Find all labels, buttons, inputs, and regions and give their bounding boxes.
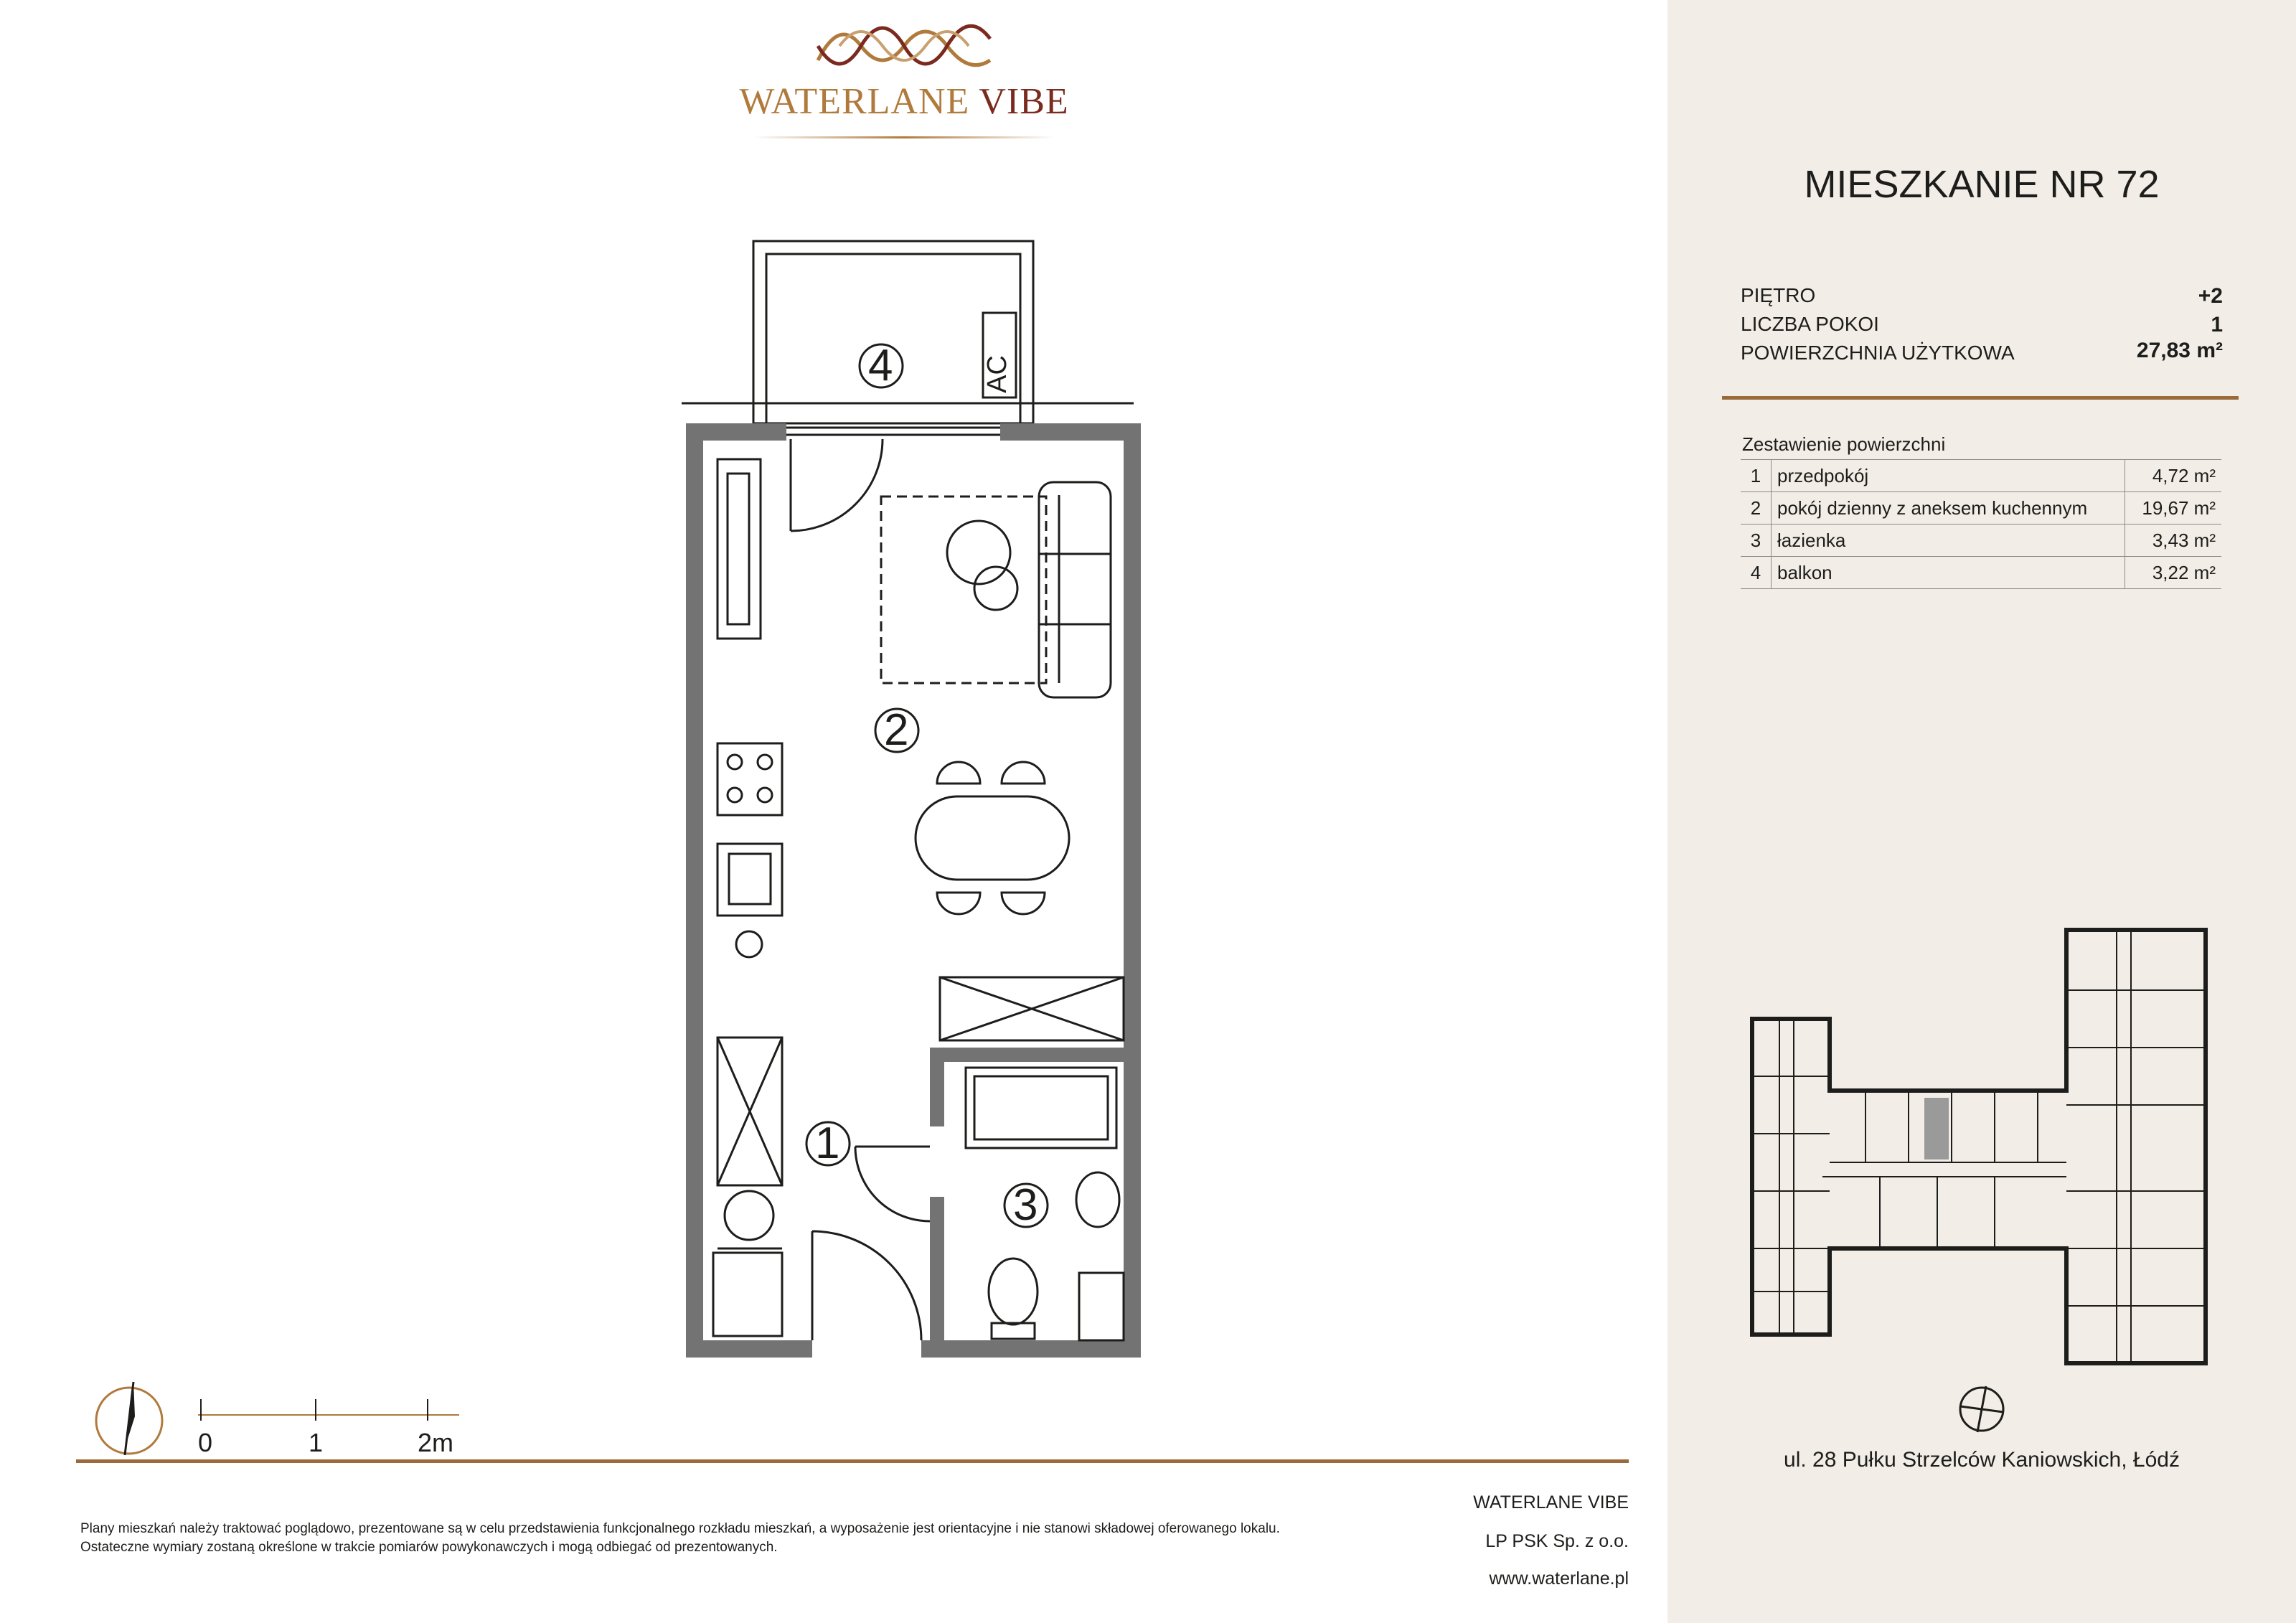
areas-heading: Zestawienie powierzchni: [1742, 433, 1946, 455]
table-row: [1741, 492, 2221, 524]
logo-underline: [753, 136, 1055, 138]
north-compass-icon: [90, 1376, 177, 1462]
building-key-plan: [1729, 926, 2217, 1370]
brand-logo-text: [739, 80, 1069, 123]
footer-divider: [76, 1459, 1629, 1463]
room-number-4: 4: [868, 341, 893, 390]
area-value: 3,43 m²: [2125, 524, 2222, 557]
disclaimer-line-2: Ostateczne wymiary zostaną określone w trakcie pomiarów powykonawczych i mogą odbiegać od prezentowanych.: [80, 1540, 778, 1555]
floor-plan: [674, 230, 1177, 1378]
area-name: przedpokój: [1772, 460, 2125, 492]
floor-label: PIĘTRO: [1741, 284, 1816, 306]
usable-area-label: POWIERZCHNIA UŻYTKOWA: [1741, 342, 2015, 364]
room-number-3: 3: [1013, 1180, 1038, 1230]
footer-brand: WATERLANE VIBE: [1473, 1492, 1629, 1513]
area-no: 2: [1741, 492, 1772, 524]
highlighted-apartment: [1924, 1098, 1949, 1159]
table-row: [1741, 557, 2221, 589]
rooms-label: LICZBA POKOI: [1741, 313, 1879, 335]
address: ul. 28 Pułku Strzelców Kaniowskich, Łódź: [1784, 1448, 2180, 1472]
floor-value: +2: [2198, 284, 2223, 308]
room-number-1: 1: [815, 1119, 840, 1168]
rooms-value: 1: [2211, 313, 2223, 337]
disclaimer-line-1: Plany mieszkań należy traktować poglądowo, prezentowane są w celu przedstawienia funkcjonalnego rozkładu mieszkań, a wyposażenie jest orientacyjne i nie stanowi składowej oferowanego lokalu.: [80, 1521, 1280, 1536]
brand-name-part1: WATERLANE: [739, 81, 970, 122]
scale-label-0: 0: [198, 1428, 213, 1457]
area-value: 19,67 m²: [2125, 492, 2222, 524]
area-name: balkon: [1772, 557, 2125, 589]
area-no: 3: [1741, 524, 1772, 557]
brand-name-part2: VIBE: [979, 81, 1069, 122]
room-number-2: 2: [884, 705, 909, 755]
scale-label-2m: 2m: [418, 1428, 454, 1457]
area-name: pokój dzienny z aneksem kuchennym: [1772, 492, 2125, 524]
area-value: 4,72 m²: [2125, 460, 2222, 492]
section-divider: [1722, 396, 2239, 400]
ac-unit-label: AC: [982, 355, 1012, 393]
disclaimer: [80, 1520, 1444, 1557]
area-name: łazienka: [1772, 524, 2125, 557]
scale-label-1: 1: [309, 1428, 324, 1457]
footer-website-link[interactable]: www.waterlane.pl: [1489, 1568, 1629, 1589]
area-no: 1: [1741, 460, 1772, 492]
usable-area-value: 27,83 m²: [2136, 339, 2223, 362]
compass-icon: [1954, 1382, 2009, 1436]
table-row: [1741, 524, 2221, 557]
area-no: 4: [1741, 557, 1772, 589]
waterlane-logo-icon: [811, 17, 997, 77]
info-panel: [1667, 0, 2296, 1623]
table-row: [1741, 460, 2221, 492]
apartment-title: MIESZKANIE NR 72: [1804, 163, 2160, 206]
footer-company: LP PSK Sp. z o.o.: [1485, 1531, 1629, 1551]
areas-table: [1741, 459, 2221, 589]
area-value: 3,22 m²: [2125, 557, 2222, 589]
